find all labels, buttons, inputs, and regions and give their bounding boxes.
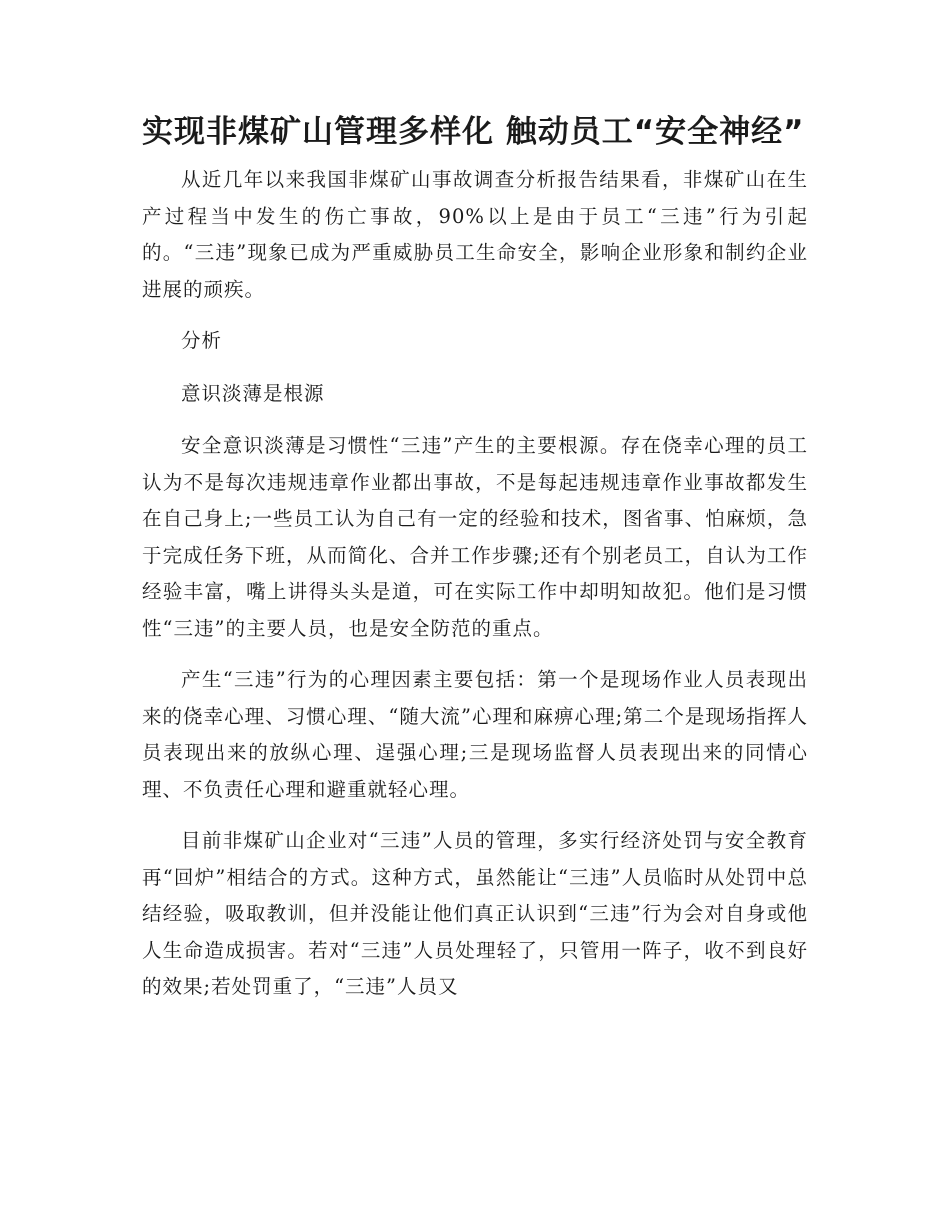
subheading-awareness: 意识淡薄是根源 bbox=[181, 381, 325, 405]
document-title: 实现非煤矿山管理多样化 触动员工“安全神经” bbox=[142, 114, 805, 150]
paragraph-awareness: 安全意识淡薄是习惯性“三违”产生的主要根源。存在侥幸心理的员工认为不是每次违规违章作业都出事故，不是每起违规违章作业事故都发生在自己身上;一些员工认为自己有一定的经验和技术，图省事、怕麻烦，急于完成任务下班，从而简化、合并工作步骤;还有个别老员工，自认为工作经验丰富，嘴上讲得头头是道，可在实际工作中却明知故犯。他们是习惯性“三违”的主要人员，也是安全防范的重点。 bbox=[142, 434, 808, 640]
paragraph-psychology: 产生“三违”行为的心理因素主要包括：第一个是现场作业人员表现出来的侥幸心理、习惯心理、“随大流”心理和麻痹心理;第二个是现场指挥人员表现出来的放纵心理、逞强心理;三是现场监督人员表现出来的同情心理、不负责任心理和避重就轻心理。 bbox=[142, 668, 808, 801]
document-page bbox=[142, 108, 808, 1021]
paragraph-intro: 从近几年以来我国非煤矿山事故调查分析报告结果看，非煤矿山在生产过程当中发生的伤亡事故，90%以上是由于员工“三违”行为引起的。“三违”现象已成为严重威胁员工生命安全，影响企业形象和制约企业进展的顽疾。 bbox=[142, 168, 808, 301]
paragraph-management: 目前非煤矿山企业对“三违”人员的管理，多实行经济处罚与安全教育再“回炉”相结合的方式。这种方式，虽然能让“三违”人员临时从处罚中总结经验，吸取教训，但并没能让他们真正认识到“三违”行为会对自身或他人生命造成损害。若对“三违”人员处理轻了，只管用一阵子，收不到良好的效果;若处罚重了，“三违”人员又 bbox=[142, 829, 808, 998]
section-heading-analysis: 分析 bbox=[181, 329, 223, 352]
